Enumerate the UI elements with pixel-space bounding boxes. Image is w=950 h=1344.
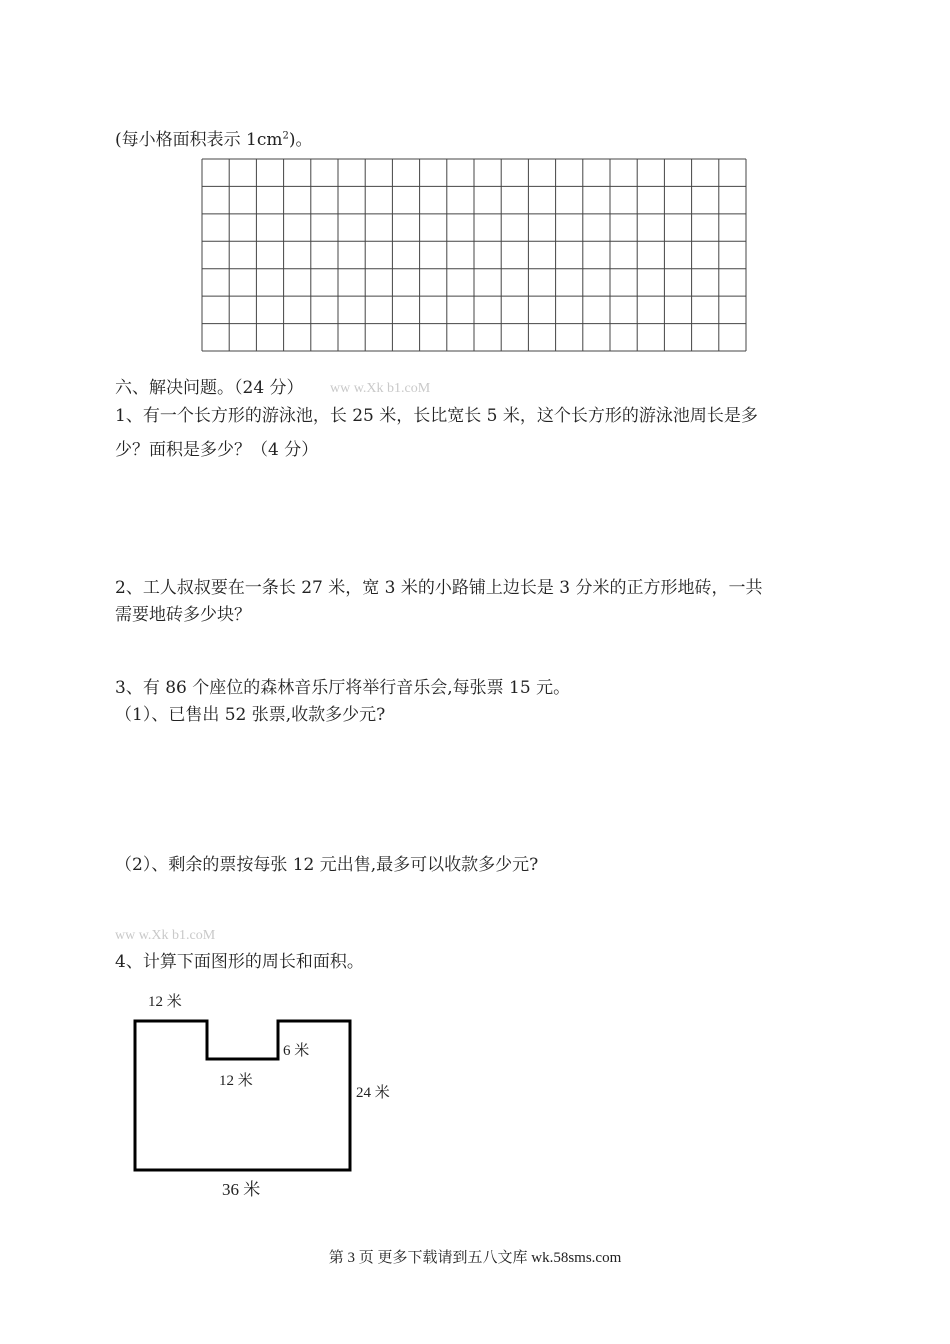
label-bottom-width: 36 米 xyxy=(222,1180,261,1199)
page-footer: 第 3 页 更多下载请到五八文库 wk.58sms.com xyxy=(328,1250,622,1266)
question-3-sub-2: （2）、剩余的票按每张 12 元出售,最多可以收款多少元? xyxy=(115,855,539,875)
grid-caption-prefix: (每小格面积表示 1cm xyxy=(115,130,283,150)
grid-caption xyxy=(115,130,313,150)
question-3-line-1: 3、有 86 个座位的森林音乐厅将举行音乐会,每张票 15 元。 xyxy=(115,678,571,698)
label-notch-depth: 6 米 xyxy=(283,1043,310,1059)
figure-outline xyxy=(135,1021,350,1170)
grid-caption-suffix: )。 xyxy=(288,130,313,150)
label-top-width: 12 米 xyxy=(148,994,182,1010)
question-2-line-2: 需要地砖多少块？ xyxy=(115,605,251,625)
label-notch-width: 12 米 xyxy=(219,1073,253,1089)
square-grid xyxy=(201,158,747,352)
watermark: ww w.Xk b1.coM xyxy=(330,381,431,396)
question-2-line-1: 2、工人叔叔要在一条长 27 米，宽 3 米的小路铺上边长是 3 分米的正方形地砖，一共 xyxy=(115,578,763,598)
question-1-line-1: 1、有一个长方形的游泳池，长 25 米，长比宽长 5 米，这个长方形的游泳池周长是多 xyxy=(115,406,758,426)
section-heading xyxy=(115,378,304,398)
question-3-sub-1: （1）、已售出 52 张票,收款多少元? xyxy=(115,705,386,725)
section-heading-text: 六、解决问题。（24 分） xyxy=(115,378,304,398)
question-4-line-1: 4、计算下面图形的周长和面积。 xyxy=(115,952,364,972)
label-right-height: 24 米 xyxy=(356,1085,390,1101)
watermark-2: ww w.Xk b1.coM xyxy=(115,928,216,943)
question-1-line-2: 少？面积是多少？（4 分） xyxy=(115,440,319,460)
grid-caption-sup: 2 xyxy=(282,130,289,142)
